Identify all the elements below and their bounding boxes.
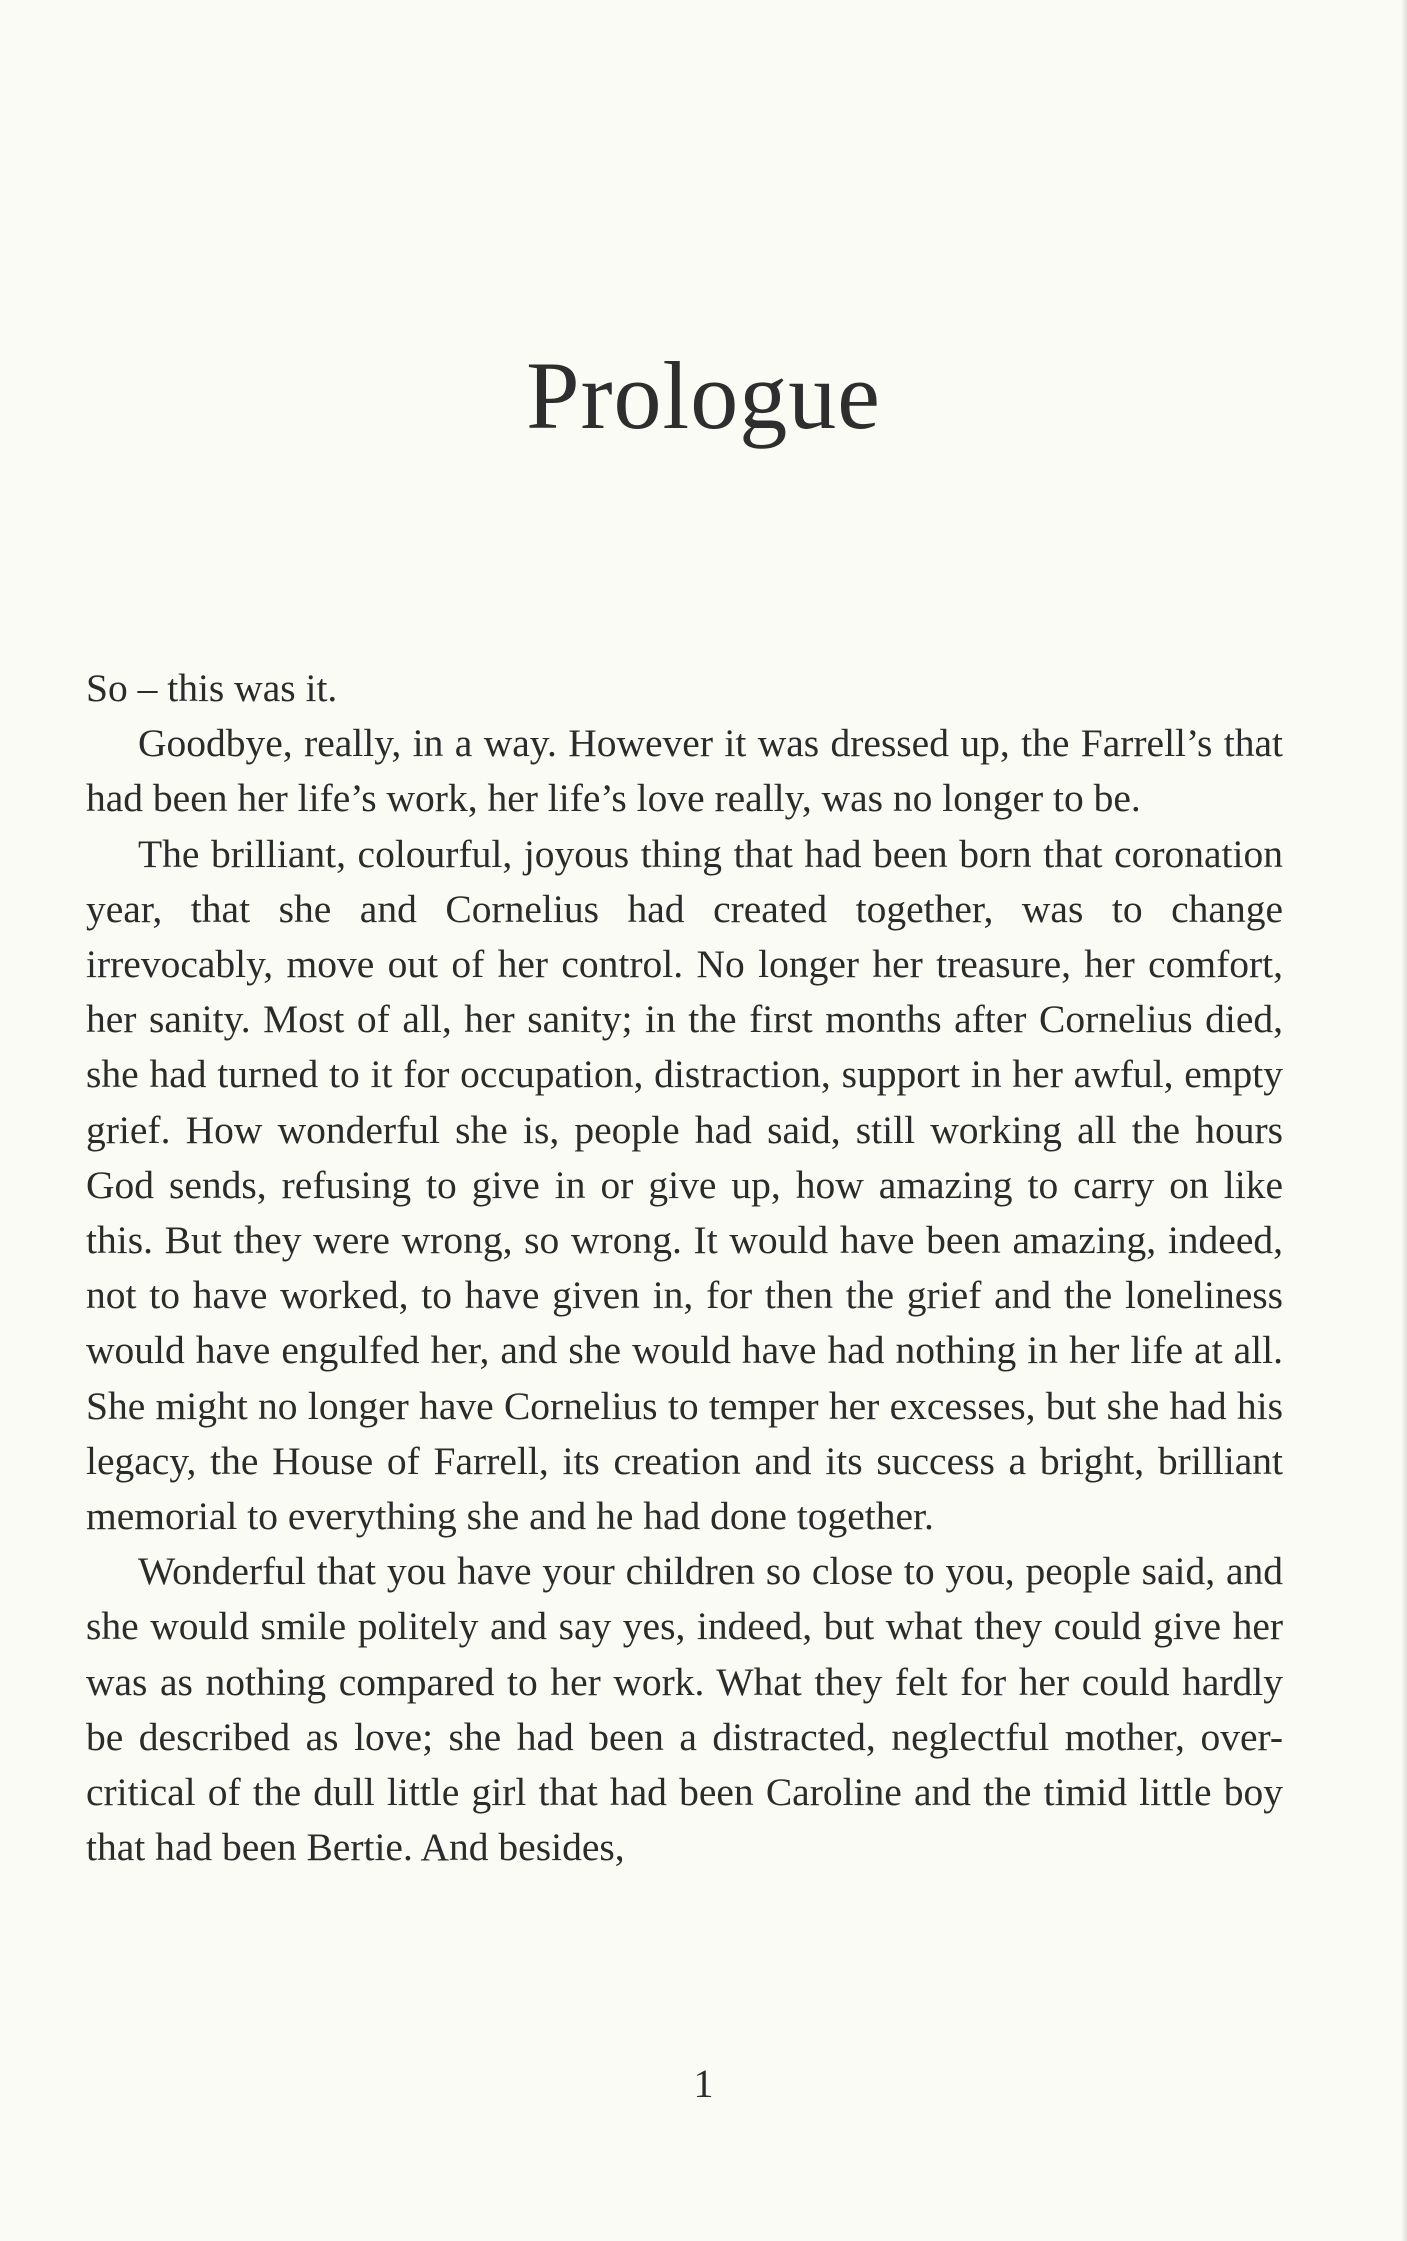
paragraph: Wonderful that you have your children so close to you, people said, and she would smile politely and say yes, indeed, but what they could give her was as nothing compared to her work. What they felt for her could hardly be described as love; she had been a distracted, neglectful mother, over-critical of the dull little girl that had been Caroline and the timid little boy that had been Bertie. And besides,	[86, 1549, 1283, 1870]
paragraph: So – this was it.	[86, 666, 338, 710]
body-text	[86, 661, 1283, 1875]
page-number: 1	[693, 2061, 714, 2106]
page-edge-shadow	[1401, 0, 1407, 2241]
paragraph: The brilliant, colourful, joyous thing that had been born that coronation year, that she and Cornelius had created together, was to change irrevocably, move out of her control. No longer her treasure, her comfort, her sanity. Most of all, her sanity; in the first months after Cornelius died, she had turned to it for occupation, distraction, support in her awful, empty grief. How wonderful she is, people had said, still working all the hours God sends, refusing to give in or give up, how amazing to carry on like this. But they were wrong, so wrong. It would have been amazing, indeed, not to have worked, to have given in, for then the grief and the loneliness would have engulfed her, and she would have had nothing in her life at all. She might no longer have Cornelius to temper her excesses, but she had his legacy, the House of Farrell, its creation and its success a bright, brilliant memorial to everything she and he had done together.	[86, 831, 1283, 1539]
paragraph: Goodbye, really, in a way. However it was dressed up, the Farrell’s that had been her life’s work, her life’s love really, was no longer to be.	[86, 721, 1283, 821]
chapter-title: Prologue	[526, 342, 881, 449]
